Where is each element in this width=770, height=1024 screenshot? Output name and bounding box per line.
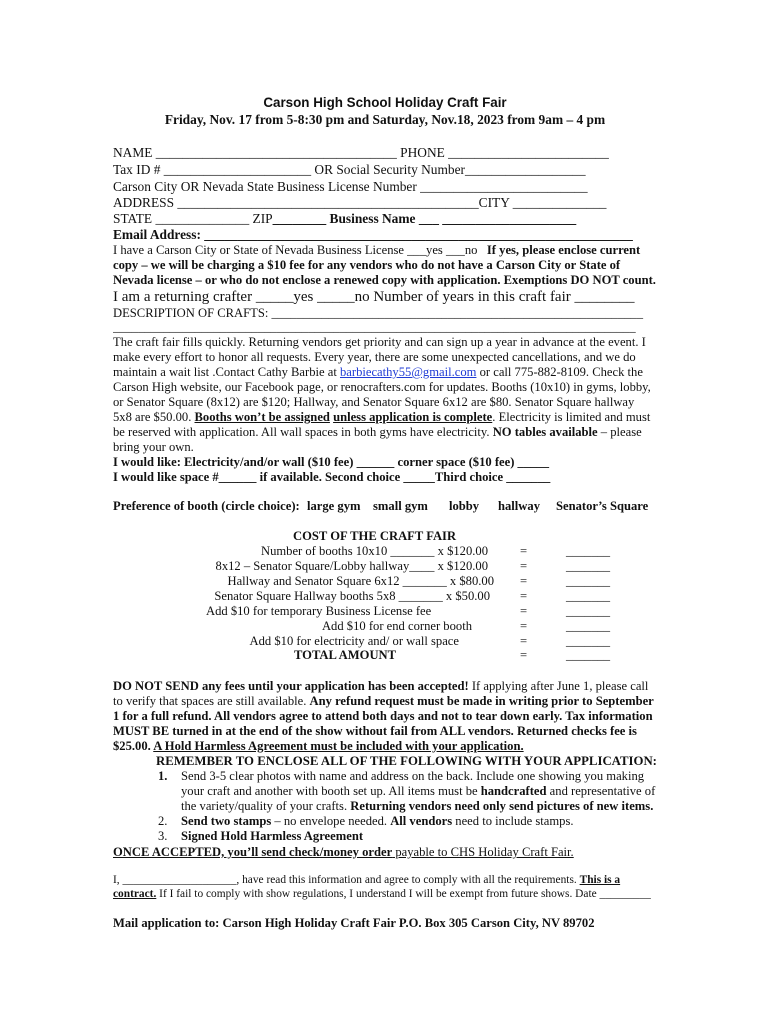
state-zip-label: STATE ______________ ZIP (113, 211, 273, 226)
cost-row-equals: = (520, 574, 528, 588)
description-field-line2[interactable]: ___________________________________________________________________________________ (113, 320, 636, 334)
info-line: bring your own. (113, 440, 194, 454)
list-item-stamps (181, 814, 574, 829)
info-text: or call 775-882-8109. Check the (476, 365, 643, 379)
list-text: the variety/quality of your crafts. (181, 799, 351, 813)
agreement-text: If I fail to comply with show regulations, I understand I will be exempt from future shows. Date _________ (156, 888, 651, 900)
notice-line (113, 679, 648, 694)
cost-row-equals: = (520, 648, 528, 662)
contract-note: This is a (579, 874, 621, 886)
cost-row-label: Add $10 for end corner booth (321, 619, 472, 633)
info-text: maintain a wait list .Contact Cathy Barbie at (113, 365, 340, 379)
tax-id-field[interactable]: Tax ID # ______________________ OR Social Security Number__________________ (113, 162, 586, 177)
list-number: 2. (158, 814, 168, 828)
notice-text: $25.00. (113, 739, 154, 753)
contact-email-link[interactable]: barbiecathy55@gmail.com (339, 365, 477, 379)
returning-vendors-note: Returning vendors need only send pictures of new items. (350, 799, 654, 813)
list-item-photos-line3 (181, 799, 653, 814)
list-text: – no envelope needed. (271, 814, 391, 828)
info-text: . Electricity is limited and must (492, 410, 651, 424)
cost-row-equals: = (520, 544, 528, 558)
booth-option-large-gym[interactable]: large gym (307, 499, 361, 513)
list-text: need to include stamps. (452, 814, 574, 828)
list-text: your craft and another with booth set up. All items must be (181, 784, 481, 798)
state-zip-business-field[interactable] (113, 211, 576, 227)
cost-row-label: Add $10 for temporary Business License fee (206, 604, 432, 618)
business-name-label: Business Name ___ ____________________ (326, 211, 577, 226)
cost-row-label: Add $10 for electricity and/ or wall space (249, 634, 459, 648)
event-dates: Friday, Nov. 17 from 5-8:30 pm and Saturday, Nov.18, 2023 from 9am – 4 pm (164, 112, 606, 127)
info-line: make every effort to honor all requests. Every year, there are some unexpected cancellations, and we do (113, 350, 636, 364)
license-question-line2: copy – we will be charging a $10 fee for any vendors who do not have a Carson City or State of (113, 258, 621, 272)
cost-row-amount-field[interactable]: _______ (566, 604, 611, 618)
notice-line: 1 for a full refund. All vendors agree to attend both days and not to tear down early. Tax information (113, 709, 653, 723)
business-license-field[interactable]: Carson City OR Nevada State Business License Number _________________________ (113, 179, 588, 194)
hold-harmless-note: A Hold Harmless Agreement must be included with your application. (153, 739, 524, 753)
notice-line (113, 739, 524, 754)
list-number: 1. (158, 769, 168, 783)
agreement-line[interactable] (113, 873, 620, 887)
list-item-photos-line2 (181, 784, 655, 799)
all-vendors-note: All vendors (390, 814, 453, 828)
cost-row-label: 8x12 – Senator Square/Lobby hallway____ x $120.00 (215, 559, 488, 573)
license-question-line1 (113, 243, 640, 258)
address-city-field[interactable]: ADDRESS _____________________________________________CITY ______________ (113, 195, 607, 210)
cost-row-equals: = (520, 589, 528, 603)
info-line: The craft fair fills quickly. Returning vendors get priority and can sign up a year in advance at the event. I (113, 335, 646, 349)
info-text: be reserved with application. All wall spaces in both gyms have electricity. (113, 425, 493, 439)
notice-text: If applying after June 1, please call (468, 679, 649, 693)
cost-row-label: Senator Square Hallway booths 5x8 _______ x $50.00 (214, 589, 490, 603)
cost-row-amount-field[interactable]: _______ (566, 559, 611, 573)
info-line: Carson High website, our Facebook page, or renocrafters.com for updates. Booths (10x10) in gyms, lobby, (113, 380, 651, 394)
accepted-line (113, 845, 574, 860)
license-enclose-note: If yes, please enclose current (486, 243, 641, 257)
cost-table-title: COST OF THE CRAFT FAIR (293, 529, 457, 543)
cost-row-amount-field[interactable]: _______ (566, 574, 611, 588)
license-question-text: I have a Carson City or State of Nevada Business License ___yes ___no (113, 243, 478, 257)
refund-note: Any refund request must be made in writing prior to September (309, 694, 654, 708)
notice-text: to verify that spaces are still available. (113, 694, 310, 708)
info-line (113, 365, 643, 380)
mailing-address: Mail application to: Carson High Holiday Craft Fair P.O. Box 305 Carson City, NV 89702 (113, 916, 595, 930)
cost-row-equals: = (520, 604, 528, 618)
cost-total-field[interactable]: _______ (566, 648, 611, 662)
cost-row-equals: = (520, 634, 528, 648)
cost-row-equals: = (520, 619, 528, 633)
cost-row-equals: = (520, 559, 528, 573)
no-tables-note: NO tables available (492, 425, 598, 439)
booth-option-lobby[interactable]: lobby (449, 499, 480, 513)
cost-total-label: TOTAL AMOUNT (294, 648, 397, 662)
contract-note: contract. (113, 888, 157, 900)
electricity-request-field[interactable]: I would like: Electricity/and/or wall ($10 fee) ______ corner space ($10 fee) _____ (113, 455, 550, 469)
zip-blank: ________ (272, 211, 327, 226)
booth-preference-label: Preference of booth (circle choice): (113, 499, 300, 513)
info-line: or Senator Square (8x12) are $120; Hallway, and Senator Square 6x12 are $80. Senator Square hallway (113, 395, 635, 409)
accepted-note: ONCE ACCEPTED, you’ll send check/money order (113, 845, 393, 859)
cost-row-label: Hallway and Senator Square 6x12 _______ x $80.00 (227, 574, 494, 588)
handcrafted-note: handcrafted (480, 784, 547, 798)
list-text: and representative of (546, 784, 656, 798)
agreement-text: I, ____________________, have read this information and agree to comply with all the requirements. (113, 874, 580, 886)
list-item-agreement: Signed Hold Harmless Agreement (181, 829, 364, 843)
booth-option-senators-square[interactable]: Senator’s Square (556, 499, 649, 513)
notice-line (113, 694, 654, 709)
info-text: – please (597, 425, 642, 439)
do-not-send-note: DO NOT SEND any fees until your application has been accepted! (113, 679, 469, 693)
cost-row-amount-field[interactable]: _______ (566, 589, 611, 603)
description-field[interactable]: DESCRIPTION OF CRAFTS: ___________________________________________________________ (113, 306, 644, 320)
info-line (113, 410, 650, 425)
license-question-line3: Nevada license – or who do not enclose a renewed copy with application. Exemptions DO NOT count. (113, 273, 656, 287)
agreement-line[interactable] (113, 887, 651, 901)
payable-note: payable to CHS Holiday Craft Fair. (392, 845, 574, 859)
cost-row-amount-field[interactable]: _______ (566, 544, 611, 558)
notice-line: MUST BE turned in at the end of the show without fail from ALL vendors. Returned checks fee is (113, 724, 637, 738)
space-request-field[interactable]: I would like space #______ if available. Second choice _____Third choice _______ (113, 470, 551, 484)
email-field[interactable]: Email Address: ________________________________________________________________ (113, 227, 633, 242)
form-title: Carson High School Holiday Craft Fair (263, 95, 507, 110)
cost-row-amount-field[interactable]: _______ (566, 619, 611, 633)
cost-row-label: Number of booths 10x10 _______ x $120.00 (260, 544, 488, 558)
booth-option-small-gym[interactable]: small gym (373, 499, 428, 513)
booth-option-hallway[interactable]: hallway (498, 499, 540, 513)
info-text: 5x8 are $50.00. (113, 410, 195, 424)
returning-crafter-field[interactable]: I am a returning crafter _____yes _____no Number of years in this craft fair ________ (113, 289, 635, 305)
list-item-photos: Send 3-5 clear photos with name and address on the back. Include one showing you making (181, 769, 645, 783)
stamps-note: Send two stamps (181, 814, 272, 828)
list-number: 3. (158, 829, 168, 843)
info-line (113, 425, 642, 440)
cost-row-amount-field[interactable]: _______ (566, 634, 611, 648)
application-complete-note: unless application is complete (333, 410, 493, 424)
remember-heading: REMEMBER TO ENCLOSE ALL OF THE FOLLOWING WITH YOUR APPLICATION: (156, 754, 657, 768)
name-phone-field[interactable]: NAME ____________________________________ PHONE ________________________ (113, 145, 609, 160)
booths-not-assigned-note: Booths won’t be assigned (194, 410, 330, 424)
